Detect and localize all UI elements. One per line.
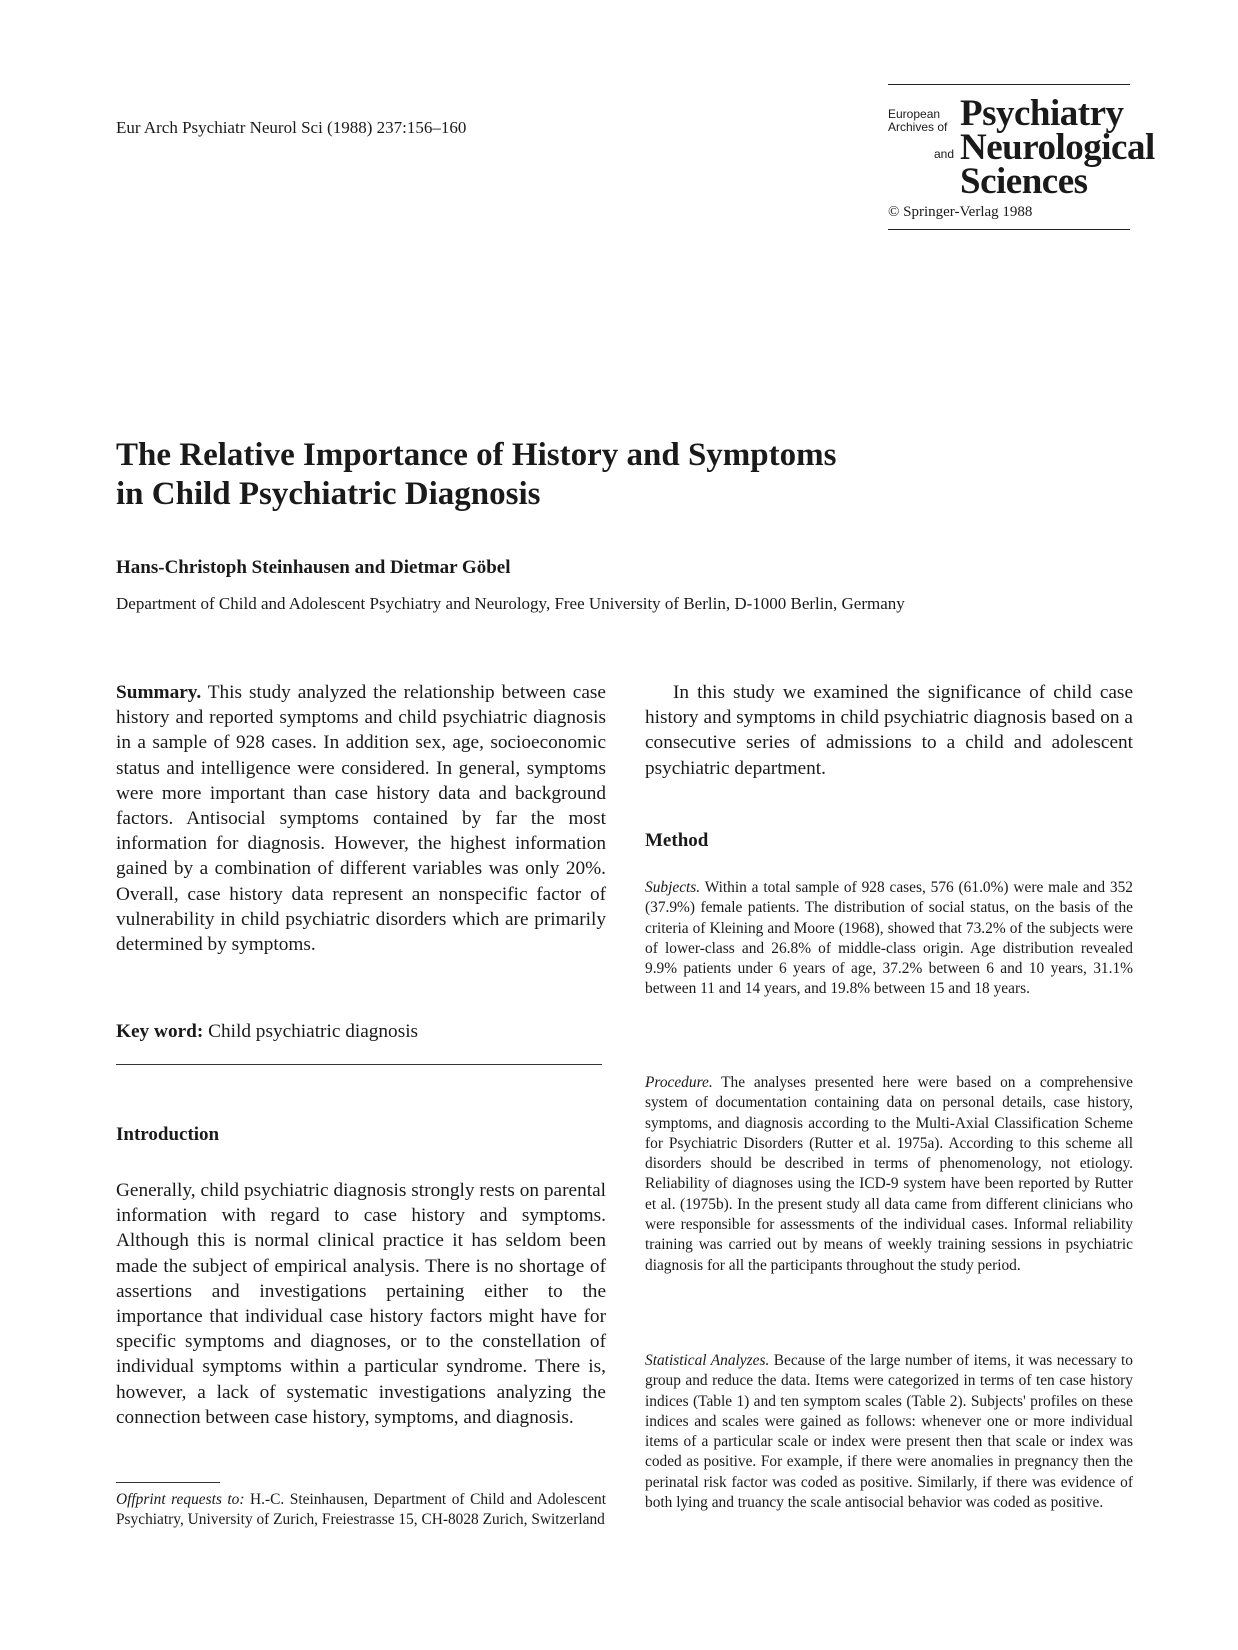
statistics-paragraph [645, 1351, 1133, 1513]
footnote [116, 1490, 606, 1531]
authors: Hans-Christoph Steinhausen and Dietmar Göbel [116, 557, 511, 578]
footnote-text: H.-C. Steinhausen, Department of Child and Adolescent Psychiatry, University of Zurich, Freiestrasse 15, CH-8028 Zurich, Switzerland [116, 1491, 606, 1529]
footnote-rule [116, 1482, 220, 1483]
procedure-paragraph [645, 1073, 1133, 1276]
method-heading: Method [645, 830, 709, 851]
journal-sciences: Sciences [960, 161, 1088, 202]
journal-copyright: © Springer-Verlag 1988 [888, 204, 1033, 220]
journal-top-rule [888, 84, 1130, 85]
title-line-1: The Relative Importance of History and Symptoms [116, 437, 837, 473]
title-line-2: in Child Psychiatric Diagnosis [116, 476, 541, 512]
journal-logo [888, 93, 1155, 220]
introduction-heading: Introduction [116, 1124, 220, 1145]
footnote-label: Offprint requests to: [116, 1491, 245, 1508]
article-title [116, 436, 1016, 514]
summary-text: This study analyzed the relationship between case history and reported symptoms and child psychiatric diagnosis in a sample of 928 cases. In addition sex, age, socioeconomic status and intelligence were considered. In general, symptoms were more important than case history data and background factors. Antisocial symptoms contained by far the most information for diagnosis. However, the highest information gained by a combination of different variables was only 20%. Overall, case history data represent an nonspecific factor of vulnerability in child psychiatric disorders which are primarily determined by symptoms. [116, 682, 606, 956]
summary-divider [116, 1064, 602, 1065]
keyword-text: Child psychiatric diagnosis [208, 1021, 419, 1042]
journal-bottom-rule [888, 229, 1130, 230]
journal-citation: Eur Arch Psychiatr Neurol Sci (1988) 237:156–160 [116, 118, 467, 137]
journal-and: and [934, 147, 955, 161]
affiliation: Department of Child and Adolescent Psychiatry and Neurology, Free University of Berlin, D-1000 Berlin, Germany [116, 594, 905, 613]
subjects-text: Within a total sample of 928 cases, 576 (61.0%) were male and 352 (37.9%) female patients. The distribution of social status, on the basis of the criteria of Kleining and Moore (1968), showed that 73.2% of the subjects were of lower-class and 26.8% of middle-class origin. Age distribution revealed 9.9% patients under 6 years of age, 37.2% between 6 and 10 years, 31.1% between 11 and 14 years, and 19.8% between 15 and 18 years. [645, 879, 1133, 998]
journal-archives-of: Archives of [888, 120, 948, 134]
statistics-label: Statistical Analyzes. [645, 1352, 770, 1369]
procedure-text: The analyses presented here were based on a comprehensive system of documentation containing data on personal details, case history, symptoms, and diagnosis according to the Multi-Axial Classification Scheme for Psychiatric Disorders (Rutter et al. 1975a). According to this scheme all disorders should be described in terms of phenomenology, not etiology. Reliability of diagnoses using the ICD-9 system have been reported by Rutter et al. (1975b). In the present study all data came from different clinicians who were responsible for assessments of the individual cases. Informal reliability training was carried out by means of weekly training sessions in psychiatric diagnosis for all the participants throughout the study period. [645, 1074, 1133, 1274]
journal-european: European [888, 107, 941, 121]
introduction-text: Generally, child psychiatric diagnosis strongly rests on parental information with regard to case history and symptoms. Although this is normal clinical practice it has seldom been made the subject of empirical analysis. There is no shortage of assertions and investigations pertaining either to the importance that individual case history factors might have for specific symptoms and diagnoses, or to the constellation of individual symptoms within a particular syndrome. There is, however, a lack of systematic investigations analyzing the connection between case history, symptoms, and diagnosis. [116, 1180, 606, 1428]
subjects-label: Subjects. [645, 879, 701, 896]
keyword-label: Key word: [116, 1021, 204, 1042]
intro-right-text: In this study we examined the significance of child case history and symptoms in child psychiatric diagnosis based on a consecutive series of admissions to a child and adolescent psychiatric department. [645, 682, 1133, 779]
journal-neurological: Neurological [960, 127, 1155, 168]
procedure-label: Procedure. [645, 1074, 713, 1091]
summary-label: Summary. [116, 682, 202, 703]
statistics-text: Because of the large number of items, it was necessary to group and reduce the data. Items were categorized in terms of ten case history indices (Table 1) and ten symptom scales (Table 2). Subjects' profiles on these indices and scales were gained as follows: whenever one or more individual items of a particular scale or index were present then that scale or index was coded as positive. For example, if there were anomalies in pregnancy then the perinatal risk factor was coded as positive. Similarly, if there was evidence of both lying and truancy the scale antisocial behavior was coded as positive. [645, 1352, 1133, 1512]
journal-psychiatry: Psychiatry [960, 93, 1124, 134]
keywords [116, 1019, 606, 1044]
subjects-paragraph [645, 878, 1133, 1000]
summary [116, 680, 606, 957]
